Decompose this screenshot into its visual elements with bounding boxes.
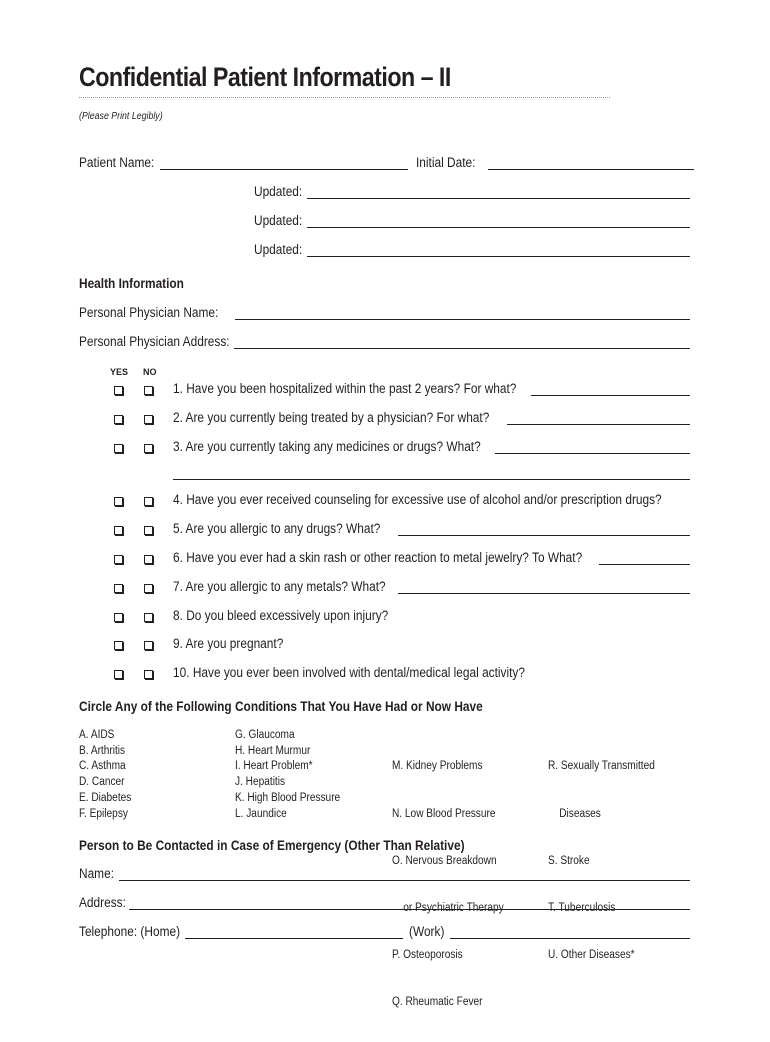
question-1 [173,381,690,396]
condition-item[interactable]: M. Kidney Problems [392,760,483,773]
q1-answer-field[interactable] [531,383,690,396]
question-1-text: 1. Have you been hospitalized within the past 2 years? For what? [173,381,517,396]
updated-date-field-2[interactable] [307,215,690,228]
condition-item-continued[interactable]: Diseases [548,807,601,820]
question-4 [173,492,728,507]
question-8-text: 8. Do you bleed excessively upon injury? [173,608,389,623]
q2-yes-checkbox[interactable] [114,415,123,424]
physician-address-row [79,334,690,349]
condition-item[interactable]: L. Jaundice [235,807,287,820]
question-10 [173,665,573,680]
q1-no-checkbox[interactable] [144,386,153,395]
q2-answer-field[interactable] [507,412,690,425]
updated-row-1 [254,184,690,199]
updated-date-field-3[interactable] [307,244,690,257]
condition-item[interactable]: C. Asthma [79,760,126,773]
physician-name-field[interactable] [235,307,690,320]
q3-answer-field[interactable] [495,441,690,454]
q9-no-checkbox[interactable] [144,641,153,650]
condition-item[interactable]: P. Osteoporosis [392,948,463,961]
q2-no-checkbox[interactable] [144,415,153,424]
emergency-name-row [79,866,690,881]
q8-no-checkbox[interactable] [144,613,153,622]
yes-column-header: YES [110,367,129,377]
patient-name-row [79,155,694,170]
updated-date-field-1[interactable] [307,186,690,199]
physician-address-label: Personal Physician Address: [79,334,230,349]
q8-yes-checkbox[interactable] [114,613,123,622]
q7-no-checkbox[interactable] [144,584,153,593]
q4-no-checkbox[interactable] [144,497,153,506]
condition-item[interactable]: R. Sexually Transmitted [548,760,655,773]
q5-answer-field[interactable] [398,523,690,536]
condition-item[interactable]: K. High Blood Pressure [235,791,341,804]
condition-item[interactable]: F. Epilepsy [79,807,128,820]
initial-date-label: Initial Date: [416,155,476,170]
phone-work-field[interactable] [450,926,690,939]
updated-label: Updated: [254,184,303,199]
condition-item[interactable]: N. Low Blood Pressure [392,807,496,820]
question-9 [173,636,298,651]
question-4-text: 4. Have you ever received counseling for excessive use of alcohol and/or prescription drugs? [173,492,662,507]
emergency-name-field[interactable] [119,868,690,881]
patient-name-field[interactable] [160,157,408,170]
emergency-address-field[interactable] [129,897,690,910]
q6-answer-field[interactable] [599,552,690,565]
patient-name-label: Patient Name: [79,155,155,170]
question-7-text: 7. Are you allergic to any metals? What? [173,579,386,594]
condition-item[interactable]: O. Nervous Breakdown [392,854,497,867]
question-6 [173,550,690,565]
phone-home-field[interactable] [185,926,403,939]
conditions-column-3 [392,728,504,1042]
condition-item[interactable]: T. Tuberculosis [548,901,616,914]
health-info-heading: Health Information [79,276,184,291]
q1-yes-checkbox[interactable] [114,386,123,395]
no-column-header: NO [143,367,157,377]
q7-yes-checkbox[interactable] [114,584,123,593]
condition-item[interactable]: E. Diabetes [79,791,132,804]
condition-item[interactable]: D. Cancer [79,776,125,789]
question-2 [173,410,690,425]
question-5-text: 5. Are you allergic to any drugs? What? [173,521,381,536]
form-title: Confidential Patient Information – II [79,62,451,92]
question-8 [173,608,418,623]
updated-row-2 [254,213,690,228]
question-2-text: 2. Are you currently being treated by a physician? For what? [173,410,490,425]
q3-no-checkbox[interactable] [144,444,153,453]
physician-address-field[interactable] [234,336,690,349]
conditions-heading: Circle Any of the Following Conditions That You Have Had or Now Have [79,699,483,714]
q10-yes-checkbox[interactable] [114,670,123,679]
q3-yes-checkbox[interactable] [114,444,123,453]
condition-item-continued[interactable]: or Psychiatric Therapy [392,901,504,914]
emergency-address-label: Address: [79,895,126,910]
condition-item[interactable]: J. Hepatitis [235,776,286,789]
physician-name-label: Personal Physician Name: [79,305,219,320]
phone-home-label: Telephone: (Home) [79,924,181,939]
physician-name-row [79,305,690,320]
conditions-column-2 [235,728,340,822]
condition-item[interactable]: H. Heart Murmur [235,744,311,757]
emergency-address-row [79,895,690,910]
phone-work-label: (Work) [409,924,445,939]
q7-answer-field[interactable] [398,581,690,594]
condition-item[interactable]: U. Other Diseases* [548,948,635,961]
q5-yes-checkbox[interactable] [114,526,123,535]
condition-item[interactable]: Q. Rheumatic Fever [392,995,483,1008]
form-subtitle: (Please Print Legibly) [79,111,163,122]
condition-item[interactable]: B. Arthritis [79,744,126,757]
updated-label: Updated: [254,213,303,228]
question-10-text: 10. Have you ever been involved with dental/medical legal activity? [173,665,525,680]
q5-no-checkbox[interactable] [144,526,153,535]
updated-row-3 [254,242,690,257]
emergency-contact-heading: Person to Be Contacted in Case of Emergency (Other Than Relative) [79,838,465,853]
question-3 [173,439,690,454]
condition-item[interactable]: I. Heart Problem* [235,760,313,773]
title-divider [79,97,610,98]
condition-item[interactable]: S. Stroke [548,854,590,867]
question-5 [173,521,690,536]
emergency-phone-row [79,924,690,939]
question-3-text: 3. Are you currently taking any medicines or drugs? What? [173,439,481,454]
emergency-name-label: Name: [79,866,114,881]
q3-answer-field-continued[interactable] [173,467,690,480]
conditions-column-1 [79,728,131,822]
condition-item[interactable]: G. Glaucoma [235,729,295,741]
q10-no-checkbox[interactable] [144,670,153,679]
question-7 [173,579,690,594]
initial-date-field[interactable] [488,157,694,170]
updated-label: Updated: [254,242,303,257]
question-6-text: 6. Have you ever had a skin rash or other reaction to metal jewelry? To What? [173,550,583,565]
question-9-text: 9. Are you pregnant? [173,636,284,651]
conditions-column-4 [548,728,655,995]
condition-item[interactable]: A. AIDS [79,729,115,741]
q9-yes-checkbox[interactable] [114,641,123,650]
q6-no-checkbox[interactable] [144,555,153,564]
q4-yes-checkbox[interactable] [114,497,123,506]
q6-yes-checkbox[interactable] [114,555,123,564]
